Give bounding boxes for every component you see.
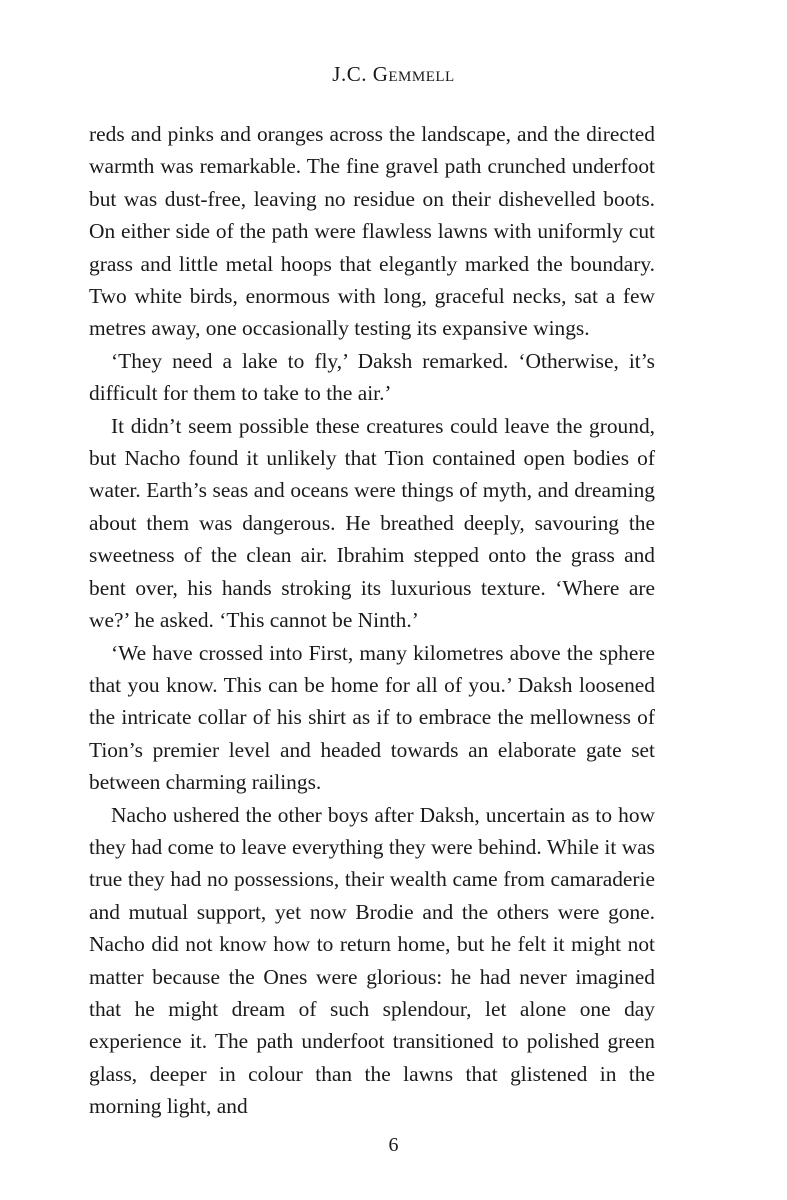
paragraph: ‘We have crossed into First, many kilometres above the sphere that you know. This can be home for all of you.’ Daksh loosened the intricate collar of his shirt as if to embrace the mellowness of Tion’s premier level and headed towards an elaborate gate set between charming railings. [89,640,655,795]
paragraph: ‘They need a lake to fly,’ Daksh remarked. ‘Otherwise, it’s difficult for them to take to the air.’ [89,348,655,406]
page-number: 6 [388,1134,399,1156]
running-head [0,60,787,88]
paragraph-continuation: reds and pinks and oranges across the landscape, and the directed warmth was remarkable. The fine gravel path crunched underfoot but was dust-free, leaving no residue on their dishevelled boots. On either side of the path were flawless lawns with uniformly cut grass and little metal hoops that elegantly marked the boundary. Two white birds, enormous with long, graceful necks, sat a few metres away, one occasionally testing its expansive wings. [89,122,655,341]
paragraph: It didn’t seem possible these creatures could leave the ground, but Nacho found it unlikely that Tion contained open bodies of water. Earth’s seas and oceans were things of myth, and dreaming about them was dangerous. He breathed deeply, savouring the sweetness of the clean air. Ibrahim stepped onto the grass and bent over, his hands stroking its luxurious texture. ‘Where are we?’ he asked. ‘This cannot be Ninth.’ [89,413,655,633]
author-surname: emmell [388,62,455,86]
paragraph: Nacho ushered the other boys after Daksh, uncertain as to how they had come to leave everything they were behind. While it was true they had no possessions, their wealth came from camaraderie and mutual support, yet now Brodie and the others were gone. Nacho did not know how to return home, but he felt it might not matter because the Ones were glorious: he had never imagined that he might dream of such splendour, let alone one day experience it. The path underfoot transitioned to polished green glass, deeper in colour than the lawns that glistened in the morning light, and [89,802,655,1119]
body-text [89,118,655,1123]
author-initials: J.C. G [332,62,389,86]
